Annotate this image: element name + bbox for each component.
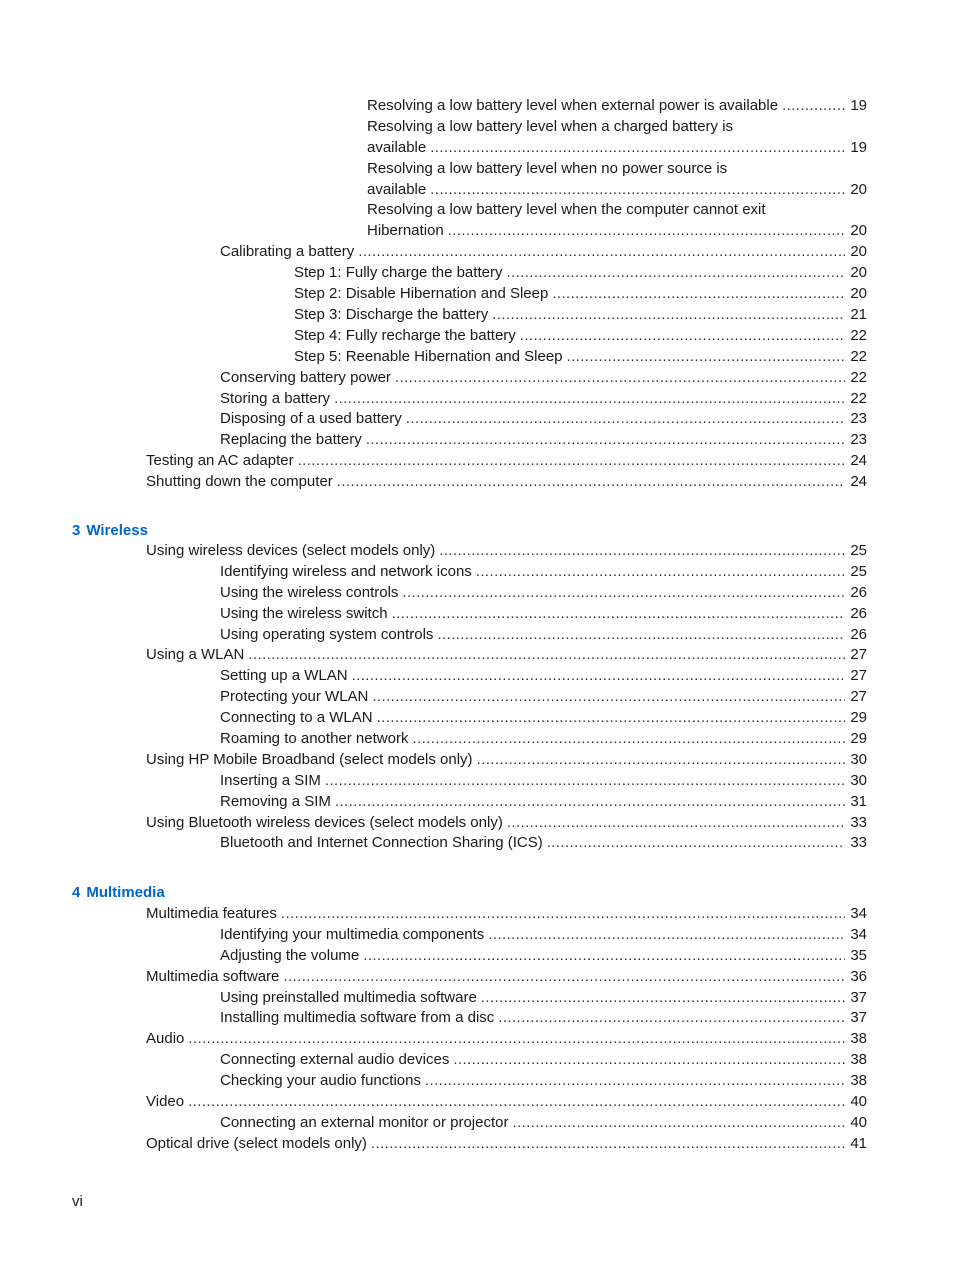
toc-entry[interactable] — [0, 904, 954, 925]
toc-entry-page-number: 22 — [850, 347, 867, 365]
toc-entry-page-number: 27 — [850, 646, 867, 664]
toc-entry-title: Step 2: Disable Hibernation and Sleep — [294, 285, 549, 303]
toc-entry-row[interactable] — [220, 368, 867, 389]
toc-entry-page-number: 29 — [850, 709, 867, 727]
toc-entry-title: Step 3: Discharge the battery — [294, 305, 489, 323]
chapter-heading-multimedia[interactable] — [72, 883, 165, 903]
toc-entry[interactable] — [0, 1134, 954, 1155]
toc-entry-page-number: 25 — [850, 542, 867, 559]
dot-leader — [372, 687, 845, 708]
toc-entry-page-number: 37 — [850, 1009, 867, 1027]
toc-entry-page-number: 38 — [850, 1051, 867, 1069]
toc-entry[interactable] — [0, 409, 954, 430]
toc-entry-title: Shutting down the computer — [146, 473, 333, 491]
toc-entry-row[interactable] — [220, 242, 867, 263]
toc-entry-page-number: 35 — [850, 946, 867, 964]
toc-entry-row[interactable] — [220, 946, 867, 967]
dot-leader — [412, 729, 845, 750]
toc-entry-title: Testing an AC adapter — [146, 452, 294, 470]
toc-entry-page-number: 26 — [850, 583, 867, 601]
toc-entry-row[interactable] — [220, 729, 867, 750]
toc-entry-page-number: 19 — [850, 97, 867, 114]
toc-entry[interactable] — [0, 666, 954, 687]
toc-entry-row[interactable] — [146, 472, 867, 493]
dot-leader — [782, 96, 845, 117]
toc-entry-row[interactable] — [220, 583, 867, 604]
toc-entry-page-number: 40 — [850, 1113, 867, 1131]
toc-entry-row[interactable] — [367, 221, 867, 242]
dot-leader — [395, 368, 845, 389]
dot-leader — [520, 326, 845, 347]
toc-entry-title: Checking your audio functions — [220, 1072, 421, 1090]
toc-entry[interactable] — [0, 687, 954, 708]
toc-entry-page-number: 23 — [850, 410, 867, 428]
dot-leader — [437, 625, 845, 646]
toc-section-multimedia — [0, 904, 954, 1155]
toc-entry-title: Identifying wireless and network icons — [220, 562, 472, 580]
toc-entry-page-number: 29 — [850, 730, 867, 748]
toc-entry-row[interactable] — [367, 138, 867, 159]
dot-leader — [498, 1008, 845, 1029]
toc-entry[interactable] — [0, 263, 954, 284]
toc-entry-title: Connecting external audio devices — [220, 1051, 450, 1069]
toc-entry-page-number: 26 — [850, 625, 867, 643]
toc-entry[interactable] — [0, 1113, 954, 1134]
toc-entry[interactable] — [0, 708, 954, 729]
toc-entry-page-number: 40 — [850, 1093, 867, 1111]
toc-entry-row[interactable] — [367, 96, 867, 117]
toc-entry-title: Step 5: Reenable Hibernation and Sleep — [294, 347, 563, 365]
toc-entry-row[interactable] — [146, 904, 867, 925]
toc-entry[interactable] — [0, 284, 954, 305]
toc-entry-row[interactable] — [294, 284, 867, 305]
dot-leader — [506, 263, 845, 284]
toc-entry-title: Adjusting the volume — [220, 946, 360, 964]
toc-entry-row[interactable] — [220, 1113, 867, 1134]
toc-entry-title: Bluetooth and Internet Connection Sharing (ICS) — [220, 834, 543, 852]
toc-entry-title: Using operating system controls — [220, 625, 434, 643]
toc-entry-title: Roaming to another network — [220, 730, 409, 748]
toc-entry-page-number: 22 — [850, 326, 867, 344]
toc-entry[interactable] — [0, 389, 954, 410]
toc-entry[interactable] — [0, 967, 954, 988]
toc-entry-row[interactable] — [220, 771, 867, 792]
toc-entry-page-number: 41 — [850, 1134, 867, 1152]
toc-entry-page-number: 27 — [850, 688, 867, 706]
toc-entry[interactable] — [0, 326, 954, 347]
toc-entry-row[interactable] — [146, 750, 867, 771]
page-number: vi — [72, 1193, 83, 1210]
toc-entry[interactable] — [0, 833, 954, 854]
dot-leader — [377, 708, 845, 729]
toc-entry-title: Using HP Mobile Broadband (select models only) — [146, 750, 473, 768]
dot-leader — [507, 813, 845, 834]
toc-entry[interactable] — [0, 604, 954, 625]
toc-entry-page-number: 24 — [850, 452, 867, 470]
toc-entry-title: Audio — [146, 1030, 185, 1048]
dot-leader — [476, 562, 845, 583]
toc-entry[interactable] — [0, 1092, 954, 1113]
toc-entry-title: Replacing the battery — [220, 431, 362, 449]
toc-entry-row[interactable] — [220, 687, 867, 708]
dot-leader — [406, 409, 845, 430]
dot-leader — [453, 1050, 845, 1071]
toc-entry-page-number: 38 — [850, 1030, 867, 1048]
toc-entry[interactable] — [0, 925, 954, 946]
dot-leader — [430, 180, 845, 201]
toc-entry[interactable] — [0, 562, 954, 583]
toc-entry-row[interactable] — [146, 1029, 867, 1050]
dot-leader — [392, 604, 845, 625]
toc-entry-title: Inserting a SIM — [220, 771, 321, 789]
toc-entry[interactable] — [0, 430, 954, 451]
toc-entry-row[interactable] — [146, 541, 867, 562]
toc-entry[interactable] — [0, 117, 954, 159]
toc-entry-title: Removing a SIM — [220, 792, 331, 810]
toc-entry-row[interactable] — [146, 1092, 867, 1113]
dot-leader — [337, 472, 845, 493]
toc-entry-title-line1: Resolving a low battery level when a charged battery is — [367, 117, 734, 135]
toc-entry-row[interactable] — [220, 708, 867, 729]
dot-leader — [513, 1113, 846, 1134]
toc-entry-page-number: 20 — [850, 222, 867, 240]
toc-entry-title: Step 1: Fully charge the battery — [294, 264, 503, 282]
toc-entry-row[interactable] — [220, 1050, 867, 1071]
dot-leader — [567, 347, 845, 368]
dot-leader — [188, 1029, 845, 1050]
toc-entry[interactable] — [0, 242, 954, 263]
toc-entry-row[interactable] — [146, 645, 867, 666]
toc-entry-page-number: 37 — [850, 988, 867, 1006]
toc-entry-row[interactable] — [220, 430, 867, 451]
toc-entry[interactable] — [0, 451, 954, 472]
toc-entry-page-number: 22 — [850, 389, 867, 407]
toc-entry[interactable] — [0, 1071, 954, 1092]
dot-leader — [425, 1071, 845, 1092]
toc-entry-page-number: 23 — [850, 431, 867, 449]
toc-entry-title: Using preinstalled multimedia software — [220, 988, 477, 1006]
toc-entry-row[interactable] — [294, 305, 867, 326]
toc-entry[interactable] — [0, 541, 954, 562]
dot-leader — [488, 925, 845, 946]
toc-entry-title: Resolving a low battery level when external power is available — [367, 97, 779, 114]
toc-entry[interactable] — [0, 159, 954, 201]
dot-leader — [547, 833, 845, 854]
toc-entry-title: Using the wireless switch — [220, 604, 388, 622]
toc-entry[interactable] — [0, 1050, 954, 1071]
toc-entry-page-number: 36 — [850, 967, 867, 985]
dot-leader — [281, 904, 845, 925]
toc-entry[interactable] — [0, 1008, 954, 1029]
dot-leader — [492, 305, 845, 326]
toc-entry-page-number: 38 — [850, 1072, 867, 1090]
toc-entry-title: Disposing of a used battery — [220, 410, 402, 428]
toc-entry-page-number: 19 — [850, 138, 867, 156]
toc-entry[interactable] — [0, 946, 954, 967]
toc-entry-title: Multimedia features — [146, 905, 277, 922]
toc-section-wireless — [0, 541, 954, 854]
toc-entry-title: Setting up a WLAN — [220, 667, 348, 685]
toc-entry-page-number: 33 — [850, 813, 867, 831]
toc-entry-row[interactable] — [220, 792, 867, 813]
dot-leader — [439, 541, 845, 562]
toc-section-power — [0, 96, 954, 493]
toc-entry-page-number: 27 — [850, 667, 867, 685]
toc-entry-title: Identifying your multimedia components — [220, 925, 485, 943]
toc-entry-row[interactable] — [220, 666, 867, 687]
toc-entry-title: available — [367, 180, 427, 198]
toc-entry-title: Using a WLAN — [146, 646, 245, 664]
dot-leader — [335, 792, 845, 813]
toc-entry-row[interactable] — [220, 389, 867, 410]
toc-entry[interactable] — [0, 96, 954, 117]
toc-entry-row[interactable] — [220, 562, 867, 583]
toc-entry-row[interactable] — [220, 409, 867, 430]
toc-entry-title: Optical drive (select models only) — [146, 1134, 367, 1152]
toc-entry-page-number: 34 — [850, 925, 867, 943]
toc-entry-title: Step 4: Fully recharge the battery — [294, 326, 516, 344]
chapter-number: 4 — [72, 884, 81, 901]
toc-entry-row[interactable] — [220, 833, 867, 854]
toc-entry-page-number: 26 — [850, 604, 867, 622]
dot-leader — [371, 1134, 845, 1155]
dot-leader — [402, 583, 845, 604]
toc-entry-title: Using wireless devices (select models only) — [146, 542, 436, 559]
toc-entry[interactable] — [0, 200, 954, 242]
toc-entry[interactable] — [0, 750, 954, 771]
toc-entry-title: Installing multimedia software from a disc — [220, 1009, 495, 1027]
toc-entry-title: Calibrating a battery — [220, 243, 355, 261]
toc-entry-title: Using the wireless controls — [220, 583, 399, 601]
toc-entry-row[interactable] — [294, 326, 867, 347]
toc-entry-title-line1: Resolving a low battery level when the computer cannot exit — [367, 201, 766, 219]
dot-leader — [298, 451, 845, 472]
toc-entry-page-number: 20 — [850, 264, 867, 282]
toc-entry-page-number: 21 — [850, 305, 867, 323]
toc-entry[interactable] — [0, 771, 954, 792]
toc-entry-title: Conserving battery power — [220, 368, 391, 386]
chapter-title: Wireless — [86, 522, 148, 539]
dot-leader — [430, 138, 845, 159]
dot-leader — [363, 946, 845, 967]
toc-entry-title: Protecting your WLAN — [220, 688, 369, 706]
dot-leader — [448, 221, 845, 242]
toc-entry-page-number: 34 — [850, 905, 867, 922]
toc-entry-row[interactable] — [146, 967, 867, 988]
toc-entry-row[interactable] — [220, 988, 867, 1009]
toc-entry-page-number: 24 — [850, 473, 867, 491]
toc-entry-page-number: 33 — [850, 834, 867, 852]
toc-entry-page-number: 20 — [850, 243, 867, 261]
toc-entry-row[interactable] — [220, 1008, 867, 1029]
dot-leader — [248, 645, 845, 666]
dot-leader — [283, 967, 845, 988]
toc-entry[interactable] — [0, 472, 954, 493]
toc-entry-row[interactable] — [220, 625, 867, 646]
toc-entry-row[interactable] — [146, 1134, 867, 1155]
dot-leader — [352, 666, 845, 687]
toc-entry[interactable] — [0, 813, 954, 834]
toc-entry-title: available — [367, 138, 427, 156]
dot-leader — [334, 389, 845, 410]
toc-entry-row[interactable] — [367, 180, 867, 201]
dot-leader — [358, 242, 845, 263]
toc-entry[interactable] — [0, 645, 954, 666]
toc-entry-title: Connecting an external monitor or projector — [220, 1113, 509, 1131]
toc-entry[interactable] — [0, 792, 954, 813]
toc-entry[interactable] — [0, 625, 954, 646]
toc-entry[interactable] — [0, 583, 954, 604]
toc-entry[interactable] — [0, 988, 954, 1009]
toc-entry-title: Connecting to a WLAN — [220, 709, 373, 727]
toc-entry-title: Video — [146, 1093, 185, 1111]
dot-leader — [366, 430, 845, 451]
toc-entry-page-number: 30 — [850, 750, 867, 768]
chapter-title: Multimedia — [86, 884, 165, 901]
toc-entry-title-line1: Resolving a low battery level when no power source is — [367, 159, 728, 177]
chapter-heading-wireless[interactable] — [72, 521, 148, 541]
toc-entry-title: Hibernation — [367, 222, 444, 240]
toc-entry[interactable] — [0, 305, 954, 326]
dot-leader — [188, 1092, 845, 1113]
toc-entry-row[interactable] — [220, 604, 867, 625]
toc-entry[interactable] — [0, 368, 954, 389]
toc-entry-page-number: 30 — [850, 771, 867, 789]
toc-entry-title: Using Bluetooth wireless devices (select models only) — [146, 813, 503, 831]
toc-entry[interactable] — [0, 1029, 954, 1050]
toc-entry-title: Multimedia software — [146, 967, 280, 985]
toc-entry-row[interactable] — [146, 813, 867, 834]
toc-entry-page-number: 20 — [850, 180, 867, 198]
toc-entry-row[interactable] — [220, 1071, 867, 1092]
toc-entry-row[interactable] — [294, 347, 867, 368]
toc-entry-row[interactable] — [294, 263, 867, 284]
dot-leader — [325, 771, 845, 792]
toc-entry-page-number: 25 — [850, 562, 867, 580]
dot-leader — [481, 988, 845, 1009]
toc-entry-row[interactable] — [220, 925, 867, 946]
toc-entry-page-number: 31 — [850, 792, 867, 810]
toc-entry[interactable] — [0, 729, 954, 750]
toc-entry-title: Storing a battery — [220, 389, 331, 407]
toc-entry-page-number: 20 — [850, 285, 867, 303]
dot-leader — [552, 284, 845, 305]
dot-leader — [477, 750, 845, 771]
toc-entry-row[interactable] — [146, 451, 867, 472]
chapter-number: 3 — [72, 522, 81, 539]
toc-entry-page-number: 22 — [850, 368, 867, 386]
toc-entry[interactable] — [0, 347, 954, 368]
